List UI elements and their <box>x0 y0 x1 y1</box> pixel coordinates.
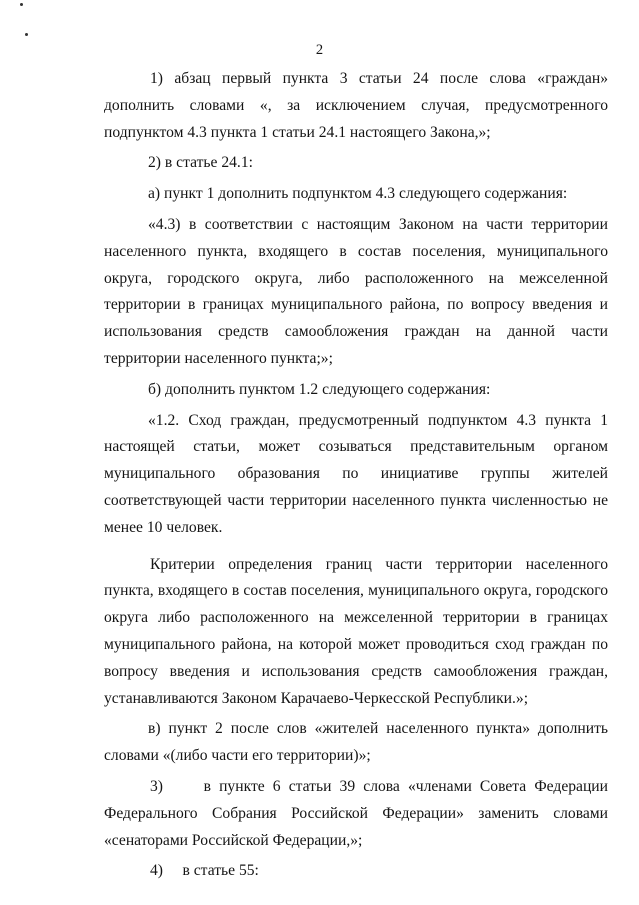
item-3-number: 3) <box>150 777 163 795</box>
scan-speck <box>20 3 23 6</box>
paragraph-quote-4-3: «4.3) в соответствии с настоящим Законом на части территории населенного пункта, входящего в состав поселения, муниципального округа, городского округа, либо расположенного на межселенной территории в границах муниципального района, по вопросу введения и использования средств самообложения граждан на данной части территории населенного пункта;»; <box>104 215 608 367</box>
scan-speck <box>25 33 28 36</box>
item-3-text: в пункте 6 статьи 39 слова «членами Совета Федерации Федерального Собрания Российской Федерации» заменить словами «сенаторами Российской Федерации,»; <box>104 777 608 849</box>
item-4-text: в статье 55: <box>182 862 259 880</box>
paragraph-item-3 <box>104 774 608 854</box>
paragraph-subitem-v: в) пункт 2 после слов «жителей населенного пункта» дополнить словами «(либо части его территории)»; <box>104 720 608 765</box>
item-4-number: 4) <box>150 862 163 880</box>
paragraph-criteria: Критерии определения границ части территории населенного пункта, входящего в состав поселения, муниципального округа, городского округа либо расположенного на межселенной территории в границах муниципального района, на которой может проводиться сход граждан по вопросу введения и использования средств самообложения граждан, устанавливаются Законом Карачаево-Черкесской Республики.»; <box>104 555 608 707</box>
paragraph-item-1: 1) абзац первый пункта 3 статьи 24 после слова «граждан» дополнить словами «, за исключением случая, предусмотренного подпунктом 4.3 пункта 1 статьи 24.1 настоящего Закона,»; <box>104 70 608 141</box>
paragraph-item-2: 2) в статье 24.1: <box>148 154 253 172</box>
page-number: 2 <box>315 42 324 58</box>
paragraph-quote-1-2: «1.2. Сход граждан, предусмотренный подпунктом 4.3 пункта 1 настоящей статьи, может созываться представительным органом муниципального образования по инициативе группы жителей соответствующей части территории населенного пункта численностью не менее 10 человек. <box>104 411 608 536</box>
paragraph-subitem-b: б) дополнить пунктом 1.2 следующего содержания: <box>148 380 491 398</box>
paragraph-item-4 <box>104 858 608 885</box>
paragraph-subitem-a: а) пункт 1 дополнить подпунктом 4.3 следующего содержания: <box>148 185 568 203</box>
document-body <box>104 66 608 885</box>
